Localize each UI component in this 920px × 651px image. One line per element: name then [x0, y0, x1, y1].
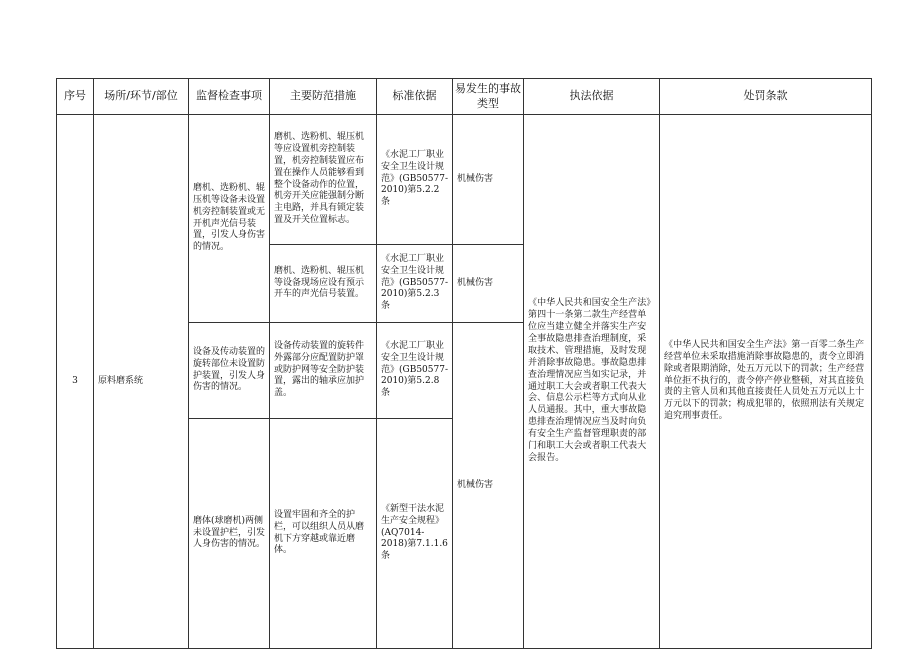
cell-measure: 设置牢固和齐全的护栏，可以组织人员从磨机下方穿越或靠近磨体。	[270, 419, 377, 649]
cell-accident: 机械伤害	[453, 115, 524, 245]
cell-matter: 磨体(球磨机)两侧未设置护栏，引发人身伤害的情况。	[189, 419, 270, 649]
cell-standard: 《水泥工厂职业安全卫生设计规范》(GB50577-2010)第5.2.3条	[377, 245, 453, 323]
header-matter: 监督检查事项	[189, 79, 270, 115]
header-place: 场所/环节/部位	[94, 79, 189, 115]
cell-measure: 磨机、选粉机、辊压机等设备现场应设有预示开车的声光信号装置。	[270, 245, 377, 323]
header-measures: 主要防范措施	[270, 79, 377, 115]
header-standard: 标准依据	[377, 79, 453, 115]
cell-legal-basis: 《中华人民共和国安全生产法》第四十一条第二款生产经营单位应当建立健全并落实生产安全事故隐患排查治理制度，采取技术、管理措施，及时发现并消除事故隐患。事故隐患排查治理情况应当如实记录，并通过职工大会或者职工代表大会、信息公示栏等方式向从业人员通报。其中，重大事故隐患排查治理情况应当及时向负有安全生产监督管理职责的部门和职工大会或者职工代表大会报告。	[524, 115, 660, 649]
inspection-table	[56, 78, 872, 649]
header-row	[57, 79, 872, 115]
cell-place: 原料磨系统	[94, 115, 189, 649]
cell-measure: 磨机、选粉机、辊压机等应设置机旁控制装置，机旁控制装置应布置在操作人员能够看到整个设备动作的位置，机旁开关应能强制分断主电路，并具有锁定装置及开关位置标志。	[270, 115, 377, 245]
cell-standard: 《水泥工厂职业安全卫生设计规范》(GB50577-2010)第5.2.2条	[377, 115, 453, 245]
table-row	[57, 115, 872, 245]
cell-matter: 磨机、选粉机、辊压机等设备未设置机旁控制装置或无开机声光信号装置，引发人身伤害的情况。	[189, 115, 270, 323]
header-accident: 易发生的事故类型	[453, 79, 524, 115]
cell-penalty: 《中华人民共和国安全生产法》第一百零二条生产经营单位未采取措施消除事故隐患的，责令立即消除或者限期消除，处五万元以下的罚款；生产经营单位拒不执行的，责令停产停业整顿，对其直接负责的主管人员和其他直接责任人员处五万元以上十万元以下的罚款；构成犯罪的，依照刑法有关规定追究刑事责任。	[660, 115, 872, 649]
cell-matter: 设备及传动装置的旋转部位未设置防护装置，引发人身伤害的情况。	[189, 323, 270, 419]
cell-accident: 机械伤害	[453, 245, 524, 323]
header-legal-basis: 执法依据	[524, 79, 660, 115]
cell-accident: 机械伤害	[453, 323, 524, 649]
header-seq: 序号	[57, 79, 94, 115]
cell-standard: 《水泥工厂职业安全卫生设计规范》(GB50577-2010)第5.2.8条	[377, 323, 453, 419]
cell-standard: 《新型干法水泥生产安全规程》(AQ7014-2018)第7.1.1.6条	[377, 419, 453, 649]
cell-seq: 3	[57, 115, 94, 649]
header-penalty: 处罚条款	[660, 79, 872, 115]
cell-measure: 设备传动装置的旋转件外露部分应配置防护罩或防护网等安全防护装置，露出的轴承应加护盖。	[270, 323, 377, 419]
